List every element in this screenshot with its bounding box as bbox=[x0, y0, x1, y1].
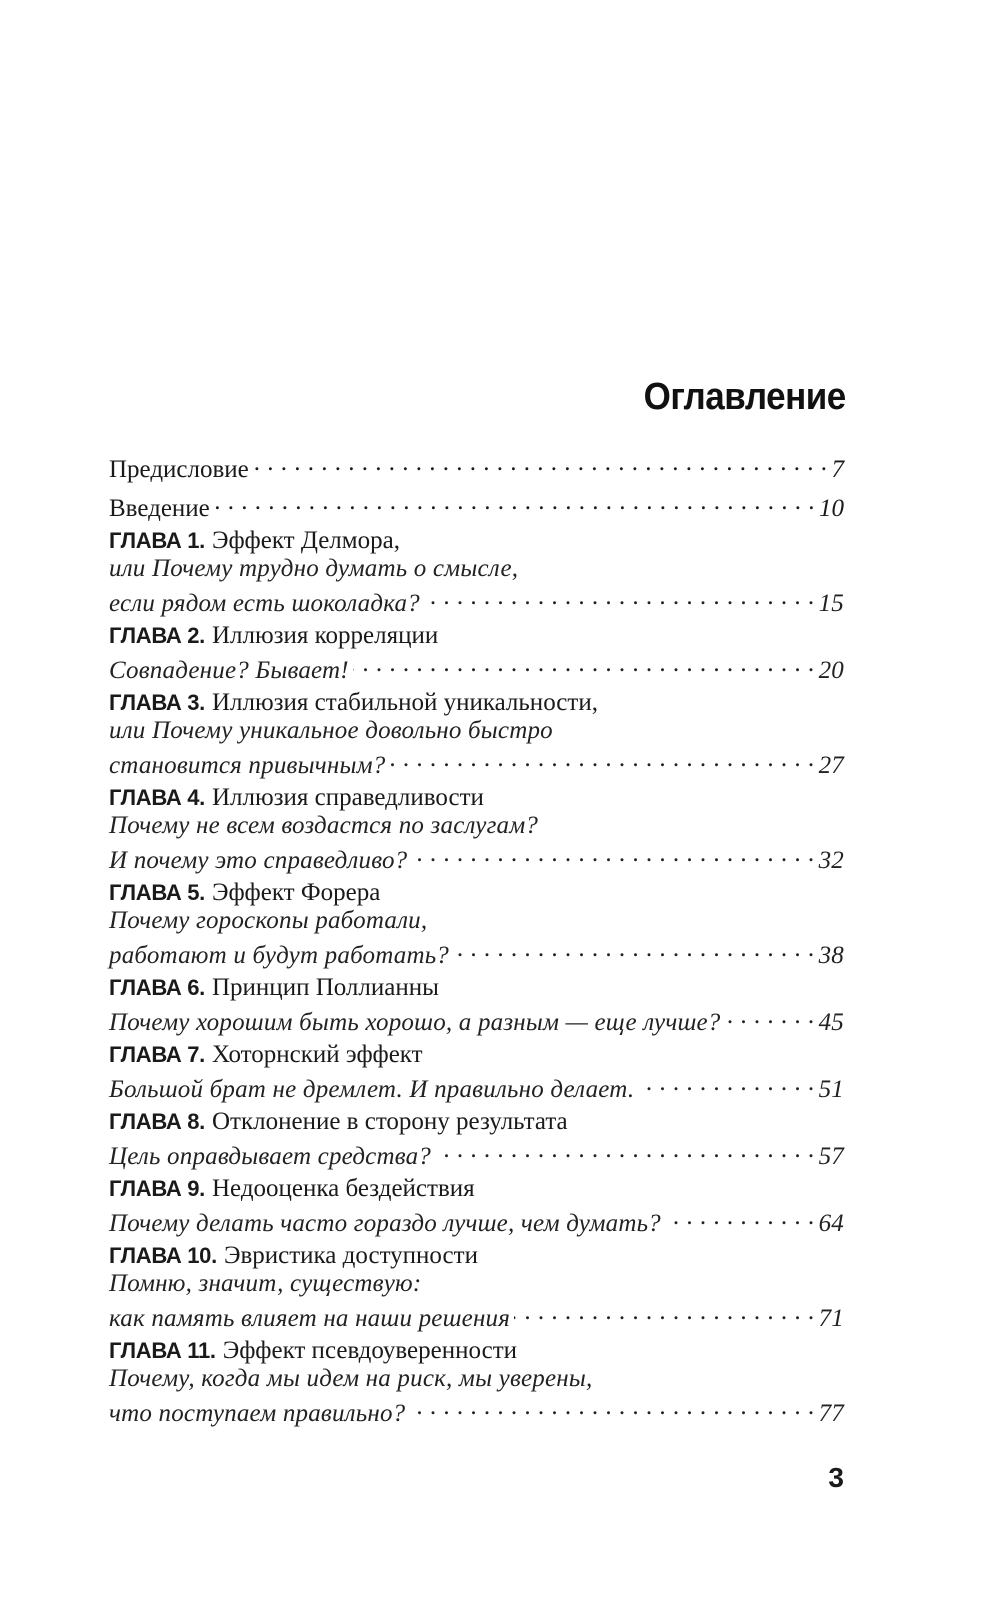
chapter-label: ГЛАВА 1. bbox=[109, 528, 205, 553]
page-ref[interactable]: 32 bbox=[818, 847, 844, 874]
dot-leader bbox=[453, 935, 815, 963]
dot-leader bbox=[409, 1393, 814, 1421]
toc-entry-heading bbox=[109, 622, 844, 650]
entry-subtitle-line bbox=[109, 745, 844, 779]
dot-leader bbox=[353, 650, 815, 678]
subtitle-text: Почему, когда мы идем на риск, мы уверены, bbox=[109, 1365, 593, 1392]
entry-title: Эффект псевдоуверенности bbox=[222, 1337, 518, 1364]
entry-title: Предисловие bbox=[109, 456, 249, 483]
page-number: 3 bbox=[828, 1462, 844, 1493]
subtitle-text: становится привычным? bbox=[109, 752, 386, 779]
subtitle-text: если рядом есть шоколадка? bbox=[109, 590, 420, 617]
table-of-contents bbox=[109, 449, 844, 1427]
page-ref[interactable]: 57 bbox=[818, 1143, 844, 1170]
subtitle-text: Помню, значит, существую: bbox=[109, 1270, 422, 1297]
toc-entry-heading bbox=[109, 527, 844, 555]
chapter-label: ГЛАВА 4. bbox=[109, 785, 205, 810]
dot-leader bbox=[389, 745, 814, 773]
chapter-label: ГЛАВА 5. bbox=[109, 880, 205, 905]
toc-entry-heading bbox=[109, 1108, 844, 1136]
page-title: Оглавление bbox=[643, 376, 846, 418]
subtitle-text: Большой брат не дремлет. И правильно делает. bbox=[109, 1076, 635, 1103]
entry-title: Недооценка бездействия bbox=[212, 1175, 475, 1202]
dot-leader bbox=[725, 1002, 815, 1030]
entry-subtitle-line bbox=[109, 583, 844, 617]
entry-subtitle-line bbox=[109, 1298, 844, 1332]
toc-entry[interactable] bbox=[109, 689, 844, 779]
toc-entry[interactable] bbox=[109, 488, 844, 522]
page-ref[interactable]: 45 bbox=[818, 1009, 844, 1036]
page-ref[interactable]: 77 bbox=[818, 1400, 844, 1427]
entry-subtitle-line bbox=[109, 1393, 844, 1427]
subtitle-text: или Почему уникальное довольно быстро bbox=[109, 717, 553, 744]
toc-entry[interactable] bbox=[109, 527, 844, 617]
entry-title: Принцип Поллианны bbox=[212, 974, 439, 1001]
subtitle-text: как память влияет на наши решения bbox=[109, 1305, 511, 1332]
toc-entry[interactable] bbox=[109, 879, 844, 969]
subtitle-text: Почему не всем воздастся по заслугам? bbox=[109, 812, 539, 839]
toc-entry[interactable] bbox=[109, 1175, 844, 1237]
subtitle-text: Почему хорошим быть хорошо, а разным — еще лучше? bbox=[109, 1009, 721, 1036]
subtitle-text: Почему гороскопы работали, bbox=[109, 907, 428, 934]
toc-entry[interactable] bbox=[109, 622, 844, 684]
entry-subtitle-line bbox=[109, 1365, 844, 1393]
toc-entry[interactable] bbox=[109, 1041, 844, 1103]
subtitle-text: Цель оправдывает средства? bbox=[109, 1143, 432, 1170]
entry-title: Отклонение в сторону результата bbox=[212, 1108, 568, 1135]
subtitle-text: что поступаем правильно? bbox=[109, 1400, 406, 1427]
dot-leader bbox=[435, 1136, 815, 1164]
dot-leader bbox=[214, 488, 815, 516]
toc-entry-heading bbox=[109, 1337, 844, 1365]
toc-entry[interactable] bbox=[109, 1242, 844, 1332]
chapter-label: ГЛАВА 9. bbox=[109, 1176, 205, 1201]
page-ref[interactable]: 7 bbox=[831, 456, 844, 483]
subtitle-text: И почему это справедливо? bbox=[109, 847, 408, 874]
entry-title: Хоторнский эффект bbox=[212, 1041, 423, 1068]
toc-entry[interactable] bbox=[109, 1108, 844, 1170]
chapter-label: ГЛАВА 8. bbox=[109, 1109, 205, 1134]
page-ref[interactable]: 27 bbox=[818, 752, 844, 779]
dot-leader bbox=[424, 583, 815, 611]
entry-subtitle-line bbox=[109, 840, 844, 874]
dot-leader bbox=[665, 1203, 815, 1231]
chapter-label: ГЛАВА 11. bbox=[109, 1338, 216, 1363]
entry-title: Иллюзия справедливости bbox=[212, 784, 484, 811]
entry-title: Эффект Делмора, bbox=[212, 527, 400, 554]
entry-subtitle-line bbox=[109, 717, 844, 745]
entry-title: Иллюзия стабильной уникальности, bbox=[212, 689, 598, 716]
dot-leader bbox=[514, 1298, 815, 1326]
entry-title: Эвристика доступности bbox=[223, 1242, 478, 1269]
toc-entry-heading bbox=[109, 449, 844, 483]
toc-entry-heading bbox=[109, 488, 844, 522]
dot-leader bbox=[638, 1069, 814, 1097]
entry-subtitle-line bbox=[109, 935, 844, 969]
chapter-label: ГЛАВА 3. bbox=[109, 690, 205, 715]
dot-leader bbox=[253, 449, 828, 477]
entry-title: Введение bbox=[109, 495, 210, 522]
page-ref[interactable]: 64 bbox=[818, 1210, 844, 1237]
chapter-label: ГЛАВА 2. bbox=[109, 623, 205, 648]
toc-entry-heading bbox=[109, 1242, 844, 1270]
chapter-label: ГЛАВА 7. bbox=[109, 1042, 205, 1067]
page-ref[interactable]: 51 bbox=[818, 1076, 844, 1103]
toc-entry-heading bbox=[109, 1041, 844, 1069]
entry-title: Иллюзия корреляции bbox=[212, 622, 439, 649]
toc-entry-heading bbox=[109, 784, 844, 812]
entry-subtitle-line bbox=[109, 1002, 844, 1036]
entry-subtitle-line bbox=[109, 1069, 844, 1103]
page-ref[interactable]: 71 bbox=[818, 1305, 844, 1332]
page-ref[interactable]: 38 bbox=[818, 942, 844, 969]
subtitle-text: Совпадение? Бывает! bbox=[109, 657, 349, 684]
dot-leader bbox=[411, 840, 814, 868]
entry-subtitle-line bbox=[109, 812, 844, 840]
entry-subtitle-line bbox=[109, 650, 844, 684]
chapter-label: ГЛАВА 6. bbox=[109, 975, 205, 1000]
toc-entry-heading bbox=[109, 1175, 844, 1203]
entry-title: Эффект Форера bbox=[212, 879, 381, 906]
toc-entry-heading bbox=[109, 879, 844, 907]
chapter-label: ГЛАВА 10. bbox=[109, 1243, 217, 1268]
entry-subtitle-line bbox=[109, 555, 844, 583]
subtitle-text: или Почему трудно думать о смысле, bbox=[109, 555, 519, 582]
page-ref[interactable]: 10 bbox=[819, 495, 844, 522]
toc-entry[interactable] bbox=[109, 784, 844, 874]
toc-entry[interactable] bbox=[109, 1337, 844, 1427]
toc-entry[interactable] bbox=[109, 449, 844, 483]
entry-subtitle-line bbox=[109, 1203, 844, 1237]
entry-subtitle-line bbox=[109, 1270, 844, 1298]
entry-subtitle-line bbox=[109, 907, 844, 935]
page-ref[interactable]: 20 bbox=[818, 657, 844, 684]
subtitle-text: Почему делать часто гораздо лучше, чем думать? bbox=[109, 1210, 661, 1237]
toc-entry-heading bbox=[109, 974, 844, 1002]
toc-entry-heading bbox=[109, 689, 844, 717]
page-ref[interactable]: 15 bbox=[818, 590, 844, 617]
entry-subtitle-line bbox=[109, 1136, 844, 1170]
toc-entry[interactable] bbox=[109, 974, 844, 1036]
subtitle-text: работают и будут работать? bbox=[109, 942, 450, 969]
